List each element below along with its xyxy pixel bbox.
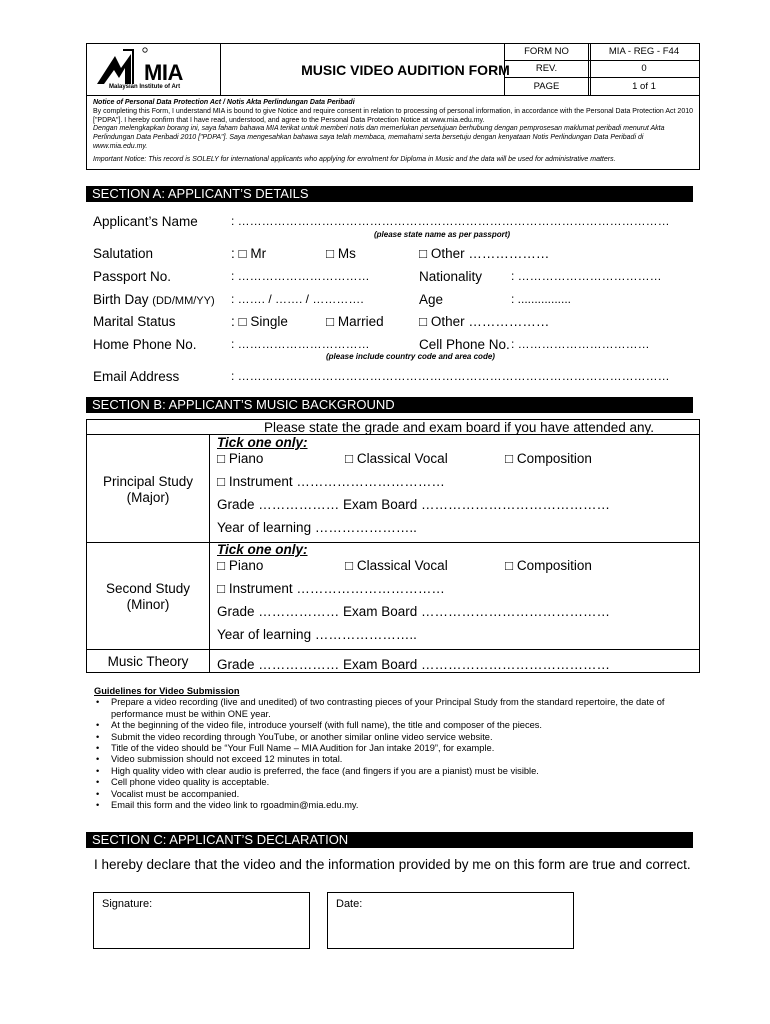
guideline-item: • At the beginning of the video file, introduce yourself (with full name), the title and composer of the pieces.	[94, 720, 698, 731]
guideline-item: • Video submission should not exceed 12 minutes in total.	[94, 754, 698, 765]
form-title: MUSIC VIDEO AUDITION FORM	[221, 44, 591, 95]
marital-label: Marital Status	[93, 314, 176, 329]
salutation-label: Salutation	[93, 246, 154, 261]
email-label: Email Address	[93, 369, 180, 384]
second-study-label: Second Study	[105, 581, 191, 596]
phone-hint: (please include country code and area code)	[326, 352, 495, 361]
birthday-format: (DD/MM/YY)	[152, 295, 215, 307]
video-guidelines	[94, 686, 698, 811]
marital-married-checkbox[interactable]: □ Married	[326, 314, 384, 329]
applicant-name-field[interactable]: : ………………………………………………………………………………………………	[231, 214, 670, 228]
principal-tick-note: Tick one only:	[217, 435, 308, 450]
music-theory-label: Music Theory	[107, 654, 189, 669]
rev-label: REV.	[535, 63, 558, 74]
marital-other-checkbox[interactable]: □ Other ………………	[419, 314, 550, 329]
age-field[interactable]: : ................	[511, 292, 572, 306]
principal-year-field[interactable]: Year of learning …………………..	[217, 520, 417, 535]
principal-instrument-checkbox[interactable]: □ Instrument ……………………………	[217, 474, 445, 489]
logo-text: MIA	[144, 60, 183, 85]
signature-label: Signature:	[102, 898, 153, 910]
declaration-text: I hereby declare that the video and the information provided by me on this form are true and correct.	[94, 857, 691, 872]
second-composition-checkbox[interactable]: □ Composition	[505, 558, 592, 573]
notice-malay: Dengan melengkapkan borang ini, saya faham bahawa MIA terikat untuk memberi notis dan memerlukan persetujuan berhubung dengan pemprosesan maklumat peribadi menurut Akta Perlindungan Data Peribadi 2010 ["PDPA"]. Saya mengesahkan bahawa saya telah membaca, memahami serta bersetuju dengan kenyataan Notis Perlindungan Data Peribadi di www.mia.edu.my.	[93, 125, 665, 150]
second-instrument-checkbox[interactable]: □ Instrument ……………………………	[217, 581, 445, 596]
guideline-item: • Email this form and the video link to rgoadmin@mia.edu.my.	[94, 800, 698, 811]
second-study-sub: (Minor)	[126, 597, 170, 612]
principal-grade-field[interactable]: Grade ……………… Exam Board ……………………………………	[217, 497, 611, 512]
form-no-value: MIA - REG - F44	[608, 46, 680, 57]
guideline-item: • Vocalist must be accompanied.	[94, 789, 698, 800]
guidelines-heading: Guidelines for Video Submission	[94, 686, 240, 696]
section-b-title: SECTION B: APPLICANT’S MUSIC BACKGROUND	[86, 397, 693, 413]
second-vocal-checkbox[interactable]: □ Classical Vocal	[345, 558, 448, 573]
birthday-label	[93, 292, 215, 307]
mia-logo	[87, 44, 221, 95]
cell-phone-label: Cell Phone No.	[419, 337, 510, 352]
second-grade-field[interactable]: Grade ……………… Exam Board ……………………………………	[217, 604, 611, 619]
second-piano-checkbox[interactable]: □ Piano	[217, 558, 264, 573]
music-background-table	[86, 419, 700, 673]
principal-vocal-checkbox[interactable]: □ Classical Vocal	[345, 451, 448, 466]
principal-study-label: Principal Study	[102, 474, 194, 489]
principal-composition-checkbox[interactable]: □ Composition	[505, 451, 592, 466]
guideline-item: • Submit the video recording through YouTube, or another similar online video service website.	[94, 732, 698, 743]
name-hint: (please state name as per passport)	[374, 230, 511, 239]
marital-single-checkbox[interactable]: : □ Single	[231, 314, 288, 329]
salutation-mr-checkbox[interactable]: : □ Mr	[231, 246, 267, 261]
principal-piano-checkbox[interactable]: □ Piano	[217, 451, 264, 466]
section-c-title: SECTION C: APPLICANT’S DECLARATION	[86, 832, 693, 848]
home-phone-field[interactable]: : ……………………………	[231, 337, 370, 351]
theory-grade-field[interactable]: Grade ……………… Exam Board ……………………………………	[217, 657, 611, 672]
signature-box[interactable]	[93, 892, 310, 949]
notice-heading: Notice of Personal Data Protection Act / Notis Akta Perlindungan Data Peribadi	[93, 99, 355, 106]
music-intro: Please state the grade and exam board if you have attended any.	[264, 420, 655, 435]
birthday-label-text: Birth Day	[93, 292, 149, 307]
salutation-ms-checkbox[interactable]: □ Ms	[326, 246, 356, 261]
important-notice: Important Notice: This record is SOLELY for international applicants who applying for enrolment for Diploma in Music and the data will be used for administrative matters.	[93, 155, 616, 163]
passport-label: Passport No.	[93, 269, 172, 284]
guideline-item: • Prepare a video recording (live and unedited) of two contrasting pieces of your Principal Study from the standard repertoire, the date of performance must be within ONE year.	[94, 697, 698, 720]
cell-phone-field[interactable]: : ……………………………	[511, 337, 650, 351]
second-year-field[interactable]: Year of learning …………………..	[217, 627, 417, 642]
salutation-other-checkbox[interactable]: □ Other ………………	[419, 246, 550, 261]
guidelines-list	[94, 697, 698, 811]
email-field[interactable]: : ………………………………………………………………………………………………	[231, 369, 670, 383]
section-a-title: SECTION A: APPLICANT’S DETAILS	[86, 186, 693, 202]
form-meta-table	[504, 43, 700, 96]
nationality-field[interactable]: : ………………………………	[511, 269, 662, 283]
form-no-label: FORM NO	[524, 46, 569, 57]
applicant-name-label: Applicant’s Name	[93, 214, 198, 229]
second-tick-note: Tick one only:	[217, 542, 308, 557]
logo-subtitle: Malaysian Institute of Art	[109, 84, 181, 90]
notice-english: By completing this Form, I understand MIA is bound to give Notice and require consent in relation to processing of personal information, in accordance with the Personal Data Protection Act 2010 ["PDPA"]. I hereby confirm that I have read, understood, and agree to the Personal Data Protection Notice at www.mia.edu.my.	[93, 107, 693, 124]
home-phone-label: Home Phone No.	[93, 337, 197, 352]
date-label: Date:	[336, 898, 363, 910]
pdpa-notice	[86, 96, 700, 170]
age-label: Age	[419, 292, 444, 307]
page-label: PAGE	[533, 81, 560, 92]
guideline-item: • Title of the video should be “Your Full Name – MIA Audition for Jan intake 2019”, for example.	[94, 743, 698, 754]
nationality-label: Nationality	[419, 269, 483, 284]
birthday-field[interactable]: : ……. / ……. / ………….	[231, 292, 364, 306]
passport-field[interactable]: : ……………………………	[231, 269, 370, 283]
principal-study-sub: (Major)	[126, 490, 170, 505]
page-value: 1 of 1	[632, 81, 656, 92]
date-box[interactable]	[327, 892, 574, 949]
rev-value: 0	[641, 63, 647, 74]
guideline-item: • Cell phone video quality is acceptable.	[94, 777, 698, 788]
guideline-item: • High quality video with clear audio is preferred, the face (and fingers if you are a pianist) must be visible.	[94, 766, 698, 777]
